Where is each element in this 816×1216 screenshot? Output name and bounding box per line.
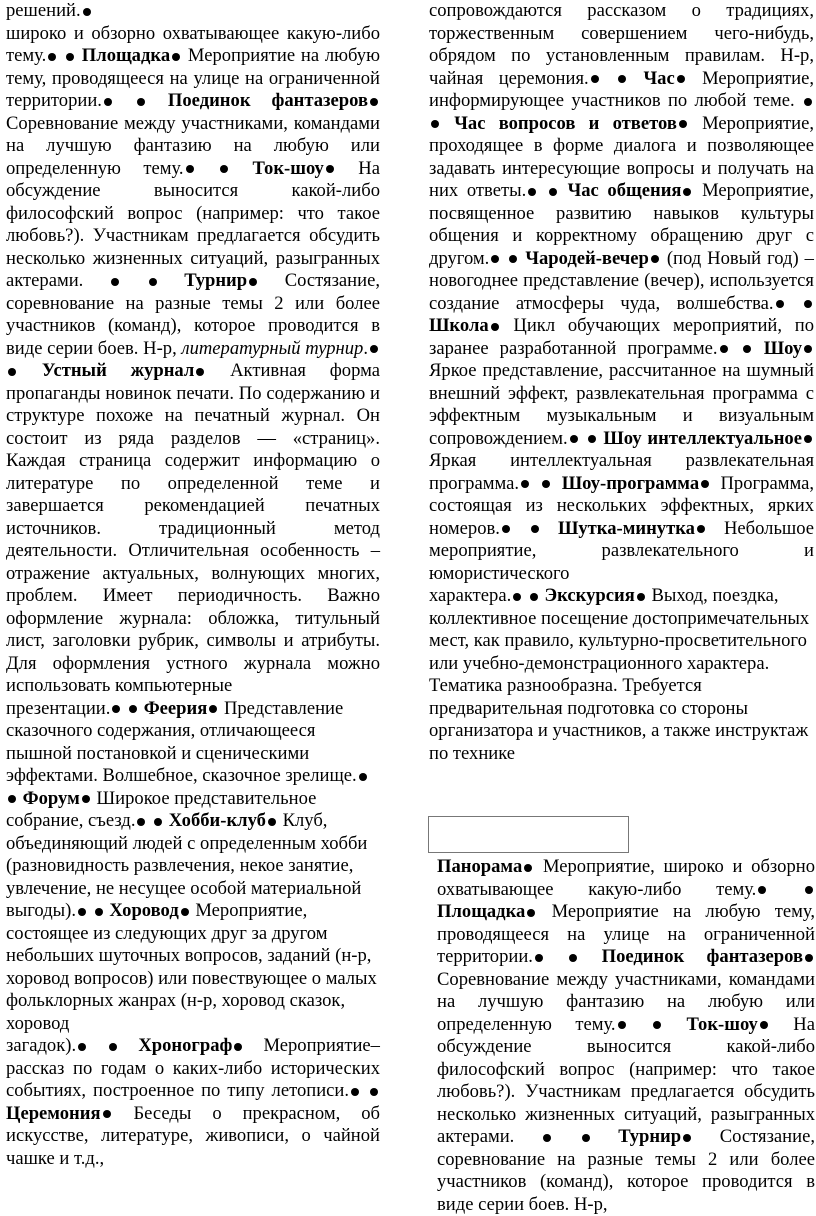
term-shou: Шоу [763,337,803,359]
bullet-icon [220,165,228,173]
definition-shutka-minutka: Небольшое мероприятие, развлекательного и юмористического [429,517,815,584]
bullet-icon [805,954,813,962]
bullet-icon [66,53,74,61]
definition-khorovod: Мероприятие, состоящее из следующих друг за другом небольших шуточных вопросов, заданий (н-р, хоровод вопросов) или повествующее о малых фольклорных жанрах (н-р, хоровод сказок, хоровод [6,900,377,1034]
definition-hobby-klub: Клуб, объединяющий людей с определенным хобби (разновидность развлечения, некое занятие, увлечение, не несущее особой материальной выгоды). [6,810,368,921]
bullet-icon [78,1043,86,1051]
text-fragment: широко и обзорно охватывающее какую-либо тему. [6,22,380,66]
term-poedinok: Поединок фантазеров [167,90,368,111]
definition-shou-intellektualnoe: Яркая интеллектуальная развлекательная программа. [429,450,814,494]
definition-tokshou: На обсуждение выносится какой-либо философский вопрос (например: что такое любовь?). Участникам предлагается обсудить несколько жизненных ситуаций, разыгранных актерами. [437,1013,815,1147]
term-poedinok: Поединок фантазеров [601,946,804,967]
bullet-icon [351,1088,359,1096]
empty-frame [428,816,629,853]
definition-turnir: Состязание, соревнование на разные темы 2 или более участников (команд), которое проводится в виде серии боев. Н-р, [437,1126,815,1215]
bullet-icon [104,98,112,106]
term-shou-intellektualnoe: Шоу интеллектуальное [603,427,802,449]
paragraph [6,1035,380,1170]
bullet-icon [524,864,532,872]
bullet-icon [701,480,709,488]
bullet-icon [268,818,276,826]
term-turnir: Турнир [618,1126,682,1147]
bullet-icon [82,795,90,803]
paragraph [429,585,814,765]
term-tseremoniya: Церемония [6,1102,101,1124]
bullet-icon [760,1021,768,1029]
bullet-icon [209,705,217,713]
bullet-icon [677,75,685,83]
term-khorovod: Хоровод [109,900,179,921]
bullet-icon [679,120,687,128]
text-fragment: загадок). [6,1035,77,1056]
bullet-icon [528,188,536,196]
term-feeriya: Феерия [143,697,208,719]
term-ekskursiya: Экскурсия [544,585,635,606]
bullet-icon [326,165,334,173]
bullet-icon [111,278,119,286]
bullet-icon [78,908,86,916]
bullet-icon [234,1043,242,1051]
bullet-icon [804,300,812,308]
bullet-icon [103,1110,111,1118]
paragraph [6,0,380,23]
bullet-icon [491,323,499,331]
term-tokshou: Ток-шоу [252,157,324,179]
bullet-icon [491,255,499,263]
definition-tseremoniya: Беседы о прекрасном, об искусстве, литературе, живописи, о чайной чашке и т.д., [6,1102,380,1169]
bullet-icon [804,98,812,106]
paragraph [429,0,814,585]
definition-ploshchadka: Мероприятие на любую тему, проводящееся на улице на ограниченной территории. [437,901,815,967]
definition-chas: Мероприятие, информирующее участников по любой теме. [429,67,814,111]
bullet-icon [804,345,812,353]
term-panorama: Панорама [437,856,523,877]
bullet-icon [591,75,599,83]
term-charodei-vecher: Чародей-вечер [525,247,649,269]
term-hobby-klub: Хобби-клуб [168,810,266,831]
bullet-icon [527,909,535,917]
definition-shkola: Цикл обучающих мероприятий, по заранее разработанной программе. [429,315,814,359]
bullet-icon [8,368,16,376]
bullet-icon [431,120,439,128]
definition-khronograf: Мероприятие– рассказ по годам о каких-либо исторических событиях, построенное по типу летописи. [6,1035,380,1101]
bullet-icon [186,165,194,173]
bullet-icon [653,1021,661,1029]
bullet-icon [637,593,645,601]
bullet-icon [149,278,157,286]
paragraph [6,698,380,1036]
definition-chas-obshcheniya: Мероприятие, посвященное развитию навыков культуры общения и корректному обращению друг с другом. [429,180,815,269]
bullet-icon [154,818,162,826]
definition-tokshou: На обсуждение выносится какой-либо философский вопрос (например: что такое любовь?). Участникам предлагается обсудить несколько жизненных ситуаций, разыгранных актерами. [6,157,380,291]
term-turnir: Турнир [184,270,248,291]
definition-ustny-zhurnal: Активная форма пропаганды новинок печати. По содержанию и структуре похоже на печатный журнал. Он состоит из ряда разделов — «страниц». Каждая страница содержит информацию о литературе по определенной теме и завершается рекомендацией печатных источников. традиционный метод деятельности. Отличительная особенность – отражение актуальных, волнующих многих, проблем. Имеет периодичность. Важно оформление журнала: обложка, титульный лист, заголовки рубрик, символы и атрибуты. Для оформления устного журнала можно использовать компьютерные [6,360,381,696]
bullet-icon [776,300,784,308]
bullet-icon [359,773,367,781]
bullet-icon [137,98,145,106]
bullet-icon [683,188,691,196]
left-column [6,0,380,1170]
bullet-icon [618,75,626,83]
bullet-icon [129,705,137,713]
definition-tseremoniya-continued: сопровождаются рассказом о традициях, торжественным совершением чего-нибудь, обрядом по установленным правилам. Н-р, чайная церемония. [429,0,814,89]
bullet-icon [618,1021,626,1029]
bullet-icon [804,435,812,443]
definition-turnir: Состязание, соревнование на разные темы 2 или более участников (команд), которое проводится в виде серии боев. Н-р, [6,270,380,359]
bullet-icon [588,435,596,443]
bullet-icon [502,525,510,533]
definition-ploshchadka: Мероприятие на любую тему, проводящееся на улице на ограниченной территории. [6,45,380,111]
definition-poedinok: Соревнование между участниками, командами на лучшую фантазию на любую или определенную тему. [6,112,380,179]
bullet-icon [370,1088,378,1096]
term-chas-obshcheniya: Час общения [567,180,682,201]
bullet-icon [570,435,578,443]
bullet-icon [758,886,766,894]
definition-ekskursiya: Выход, поездка, коллективное посещение достопримечательных мест, как правило, культурно-просветительного или учебно-демонстрационного характера. Тематика разнообразна. Требуется предварительная подготовка со стороны организатора и участников, а также инструктаж по технике [429,585,810,764]
definition-feeriya: Представление сказочного содержания, отличающееся пышной постановкой и сценическими эффектами. Волшебное, сказочное зрелище. [6,697,357,786]
right-column [429,0,814,765]
term-ustny-zhurnal: Устный журнал [41,360,195,381]
paragraph [437,856,815,1216]
term-shutka-minutka: Шутка-минутка [557,517,695,539]
bullet-icon [513,593,521,601]
bullet-icon [172,53,180,61]
text-fragment: презентации. [6,697,111,719]
definition-shou-programma: Программа, состоящая из нескольких эффектных, ярких номеров. [429,472,815,539]
bullet-icon [805,886,813,894]
bullet-icon [509,255,517,263]
bullet-icon [521,480,529,488]
term-ploshchadka: Площадка [81,45,171,66]
bullet-icon [370,98,378,106]
bullet-icon [569,954,577,962]
bullet-icon [137,818,145,826]
bullet-icon [95,908,103,916]
text-fragment: решений. [6,0,81,21]
term-shou-programma: Шоу-программа [561,472,700,494]
definition-poedinok: Соревнование между участниками, командами на лучшую фантазию на любую или определенную тему. [437,968,815,1035]
bullet-icon [720,345,728,353]
definition-forum: Широкое представительное собрание, съезд. [6,787,317,831]
definition-panorama: Мероприятие, широко и обзорно охватывающее какую-либо тему. [437,856,815,900]
bullet-icon [112,705,120,713]
term-shkola: Школа [429,315,489,336]
bullet-icon [83,8,91,16]
bullet-icon [535,954,543,962]
definition-charodei-vecher: (под Новый год) – новогоднее представление (вечер), используется создание атмосферы чуда, волшебства. [429,247,814,314]
paragraph: широко и обзорно охватывающее какую-либо тему. Площадка Мероприятие на любую тему, проводящееся на улице на ограниченной территории. Поединок фантазеров Соревнование между участниками, командами на лучшую фантазию на любую или определенную тему. Ток-шоу На обсуждение выносится какой-либо философский вопрос (например: что такое любовь?). Участникам предлагается обсудить несколько жизненных ситуаций, разыгранных актерами. Турнир Состязание, соревнование на разные темы 2 или более участников (команд), которое проводится в виде серии боев. Н-р, литературный турнир. Устный журнал Активная форма пропаганды новинок печати. По содержанию и структуре похоже на печатный журнал. Он состоит из ряда разделов — «страниц». Каждая страница содержит информацию о литературе по определенной теме и завершается рекомендацией печатных источников. традиционный метод деятельности. Отличительная особенность – отражение актуальных, волнующих многих, проблем. Имеет периодичность. Важно оформление журнала: обложка, титульный лист, заголовки рубрик, символы и атрибуты. Для оформления устного журнала можно использовать компьютерные [6,22,381,696]
bullet-icon [530,593,538,601]
bullet-icon [370,345,378,353]
term-chas-voprosov: Час вопросов и ответов [454,112,677,134]
term-forum: Форум [22,787,80,809]
right-column-repeat [437,856,815,1216]
bullet-icon [48,53,56,61]
bullet-icon [249,278,257,286]
example-turnir: литературный турнир [181,337,364,359]
bullet-icon [196,368,204,376]
bullet-icon [542,480,550,488]
text-fragment: характера. [429,585,512,606]
bullet-icon [683,1134,691,1142]
term-chas: Час [643,67,675,89]
bullet-icon [543,1134,551,1142]
bullet-icon [531,525,539,533]
term-ploshchadka: Площадка [437,901,526,922]
bullet-icon [697,525,705,533]
bullet-icon [743,345,751,353]
bullet-icon [109,1043,117,1051]
bullet-icon [582,1134,590,1142]
term-khronograf: Хронограф [138,1035,233,1056]
definition-shou: Яркое представление, рассчитанное на шумный внешний эффект, развлекательная программа с эффектным музыкальным и визуальным сопровождением. [429,360,814,449]
bullet-icon [181,908,189,916]
bullet-icon [549,188,557,196]
bullet-icon [651,255,659,263]
definition-chas-voprosov: Мероприятие, проходящее в форме диалога и позволяющее задавать интересующие вопросы и получать на них ответы. [429,112,815,201]
bullet-icon [8,795,16,803]
term-tokshou: Ток-шоу [686,1013,758,1035]
